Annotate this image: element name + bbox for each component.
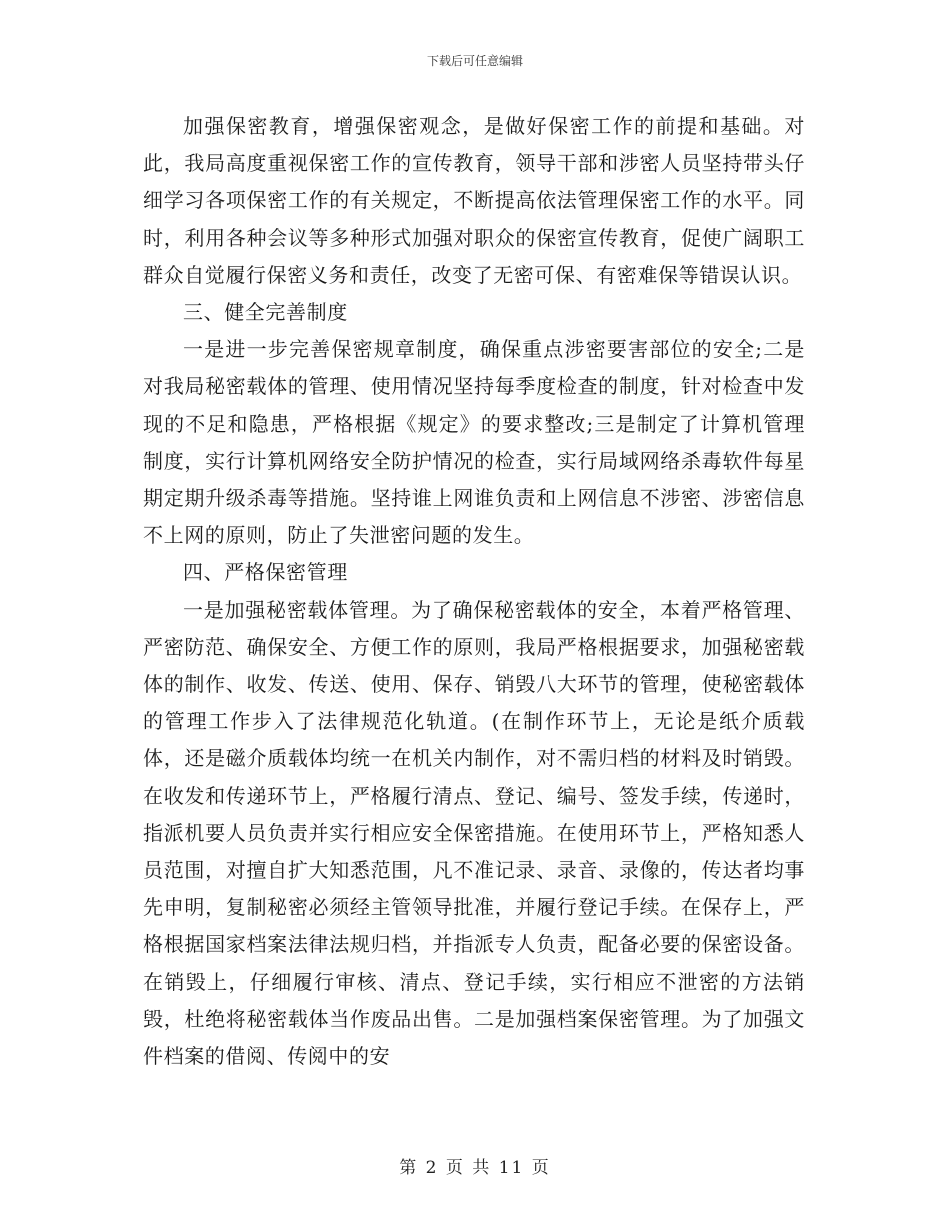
paragraph-confidentiality-education: 加强保密教育，增强保密观念，是做好保密工作的前提和基础。对此，我局高度重视保密工作的宣传教育，领导干部和涉密人员坚持带头仔细学习各项保密工作的有关规定，不断提高依法管理保密工作的水平。同时，利用各种会议等多种形式加强对职众的保密宣传教育，促使广阔职工群众自觉履行保密义务和责任，改变了无密可保、有密难保等错误认识。 bbox=[143, 114, 805, 287]
document-body bbox=[143, 108, 805, 1075]
section-heading-4: 四、严格保密管理 bbox=[183, 560, 348, 585]
paragraph-improve-system: 一是进一步完善保密规章制度，确保重点涉密要害部位的安全;二是对我局秘密载体的管理、使用情况坚持每季度检查的制度，针对检查中发现的不足和隐患，严格根据《规定》的要求整改;三是制定了计算机管理制度，实行计算机网络安全防护情况的检查，实行局域网络杀毒软件每星期定期升级杀毒等措施。坚持谁上网谁负责和上网信息不涉密、涉密信息不上网的原则，防止了失泄密问题的发生。 bbox=[143, 337, 805, 548]
paragraph-strict-management: 一是加强秘密载体管理。为了确保秘密载体的安全，本着严格管理、严密防范、确保安全、方便工作的原则，我局严格根据要求，加强秘密载体的制作、收发、传送、使用、保存、销毁八大环节的管理，使秘密载体的管理工作步入了法律规范化轨道。(在制作环节上，无论是纸介质载体，还是磁介质载体均统一在机关内制作，对不需归档的材料及时销毁。在收发和传递环节上，严格履行清点、登记、编号、签发手续，传递时，指派机要人员负责并实行相应安全保密措施。在使用环节上，严格知悉人员范围，对擅自扩大知悉范围，凡不准记录、录音、录像的，传达者均事先申明，复制秘密必须经主管领导批准，并履行登记手续。在保存上，严格根据国家档案法律法规归档，并指派专人负责，配备必要的保密设备。在销毁上，仔细履行审核、清点、登记手续，实行相应不泄密的方法销毁，杜绝将秘密载体当作废品出售。二是加强档案保密管理。为了加强文件档案的借阅、传阅中的安 bbox=[143, 597, 805, 1069]
page-number-footer: 第 2 页 共 11 页 bbox=[399, 1158, 551, 1178]
page-header-note: 下载后可任意编辑 bbox=[426, 54, 523, 68]
section-heading-3: 三、健全完善制度 bbox=[183, 300, 348, 325]
